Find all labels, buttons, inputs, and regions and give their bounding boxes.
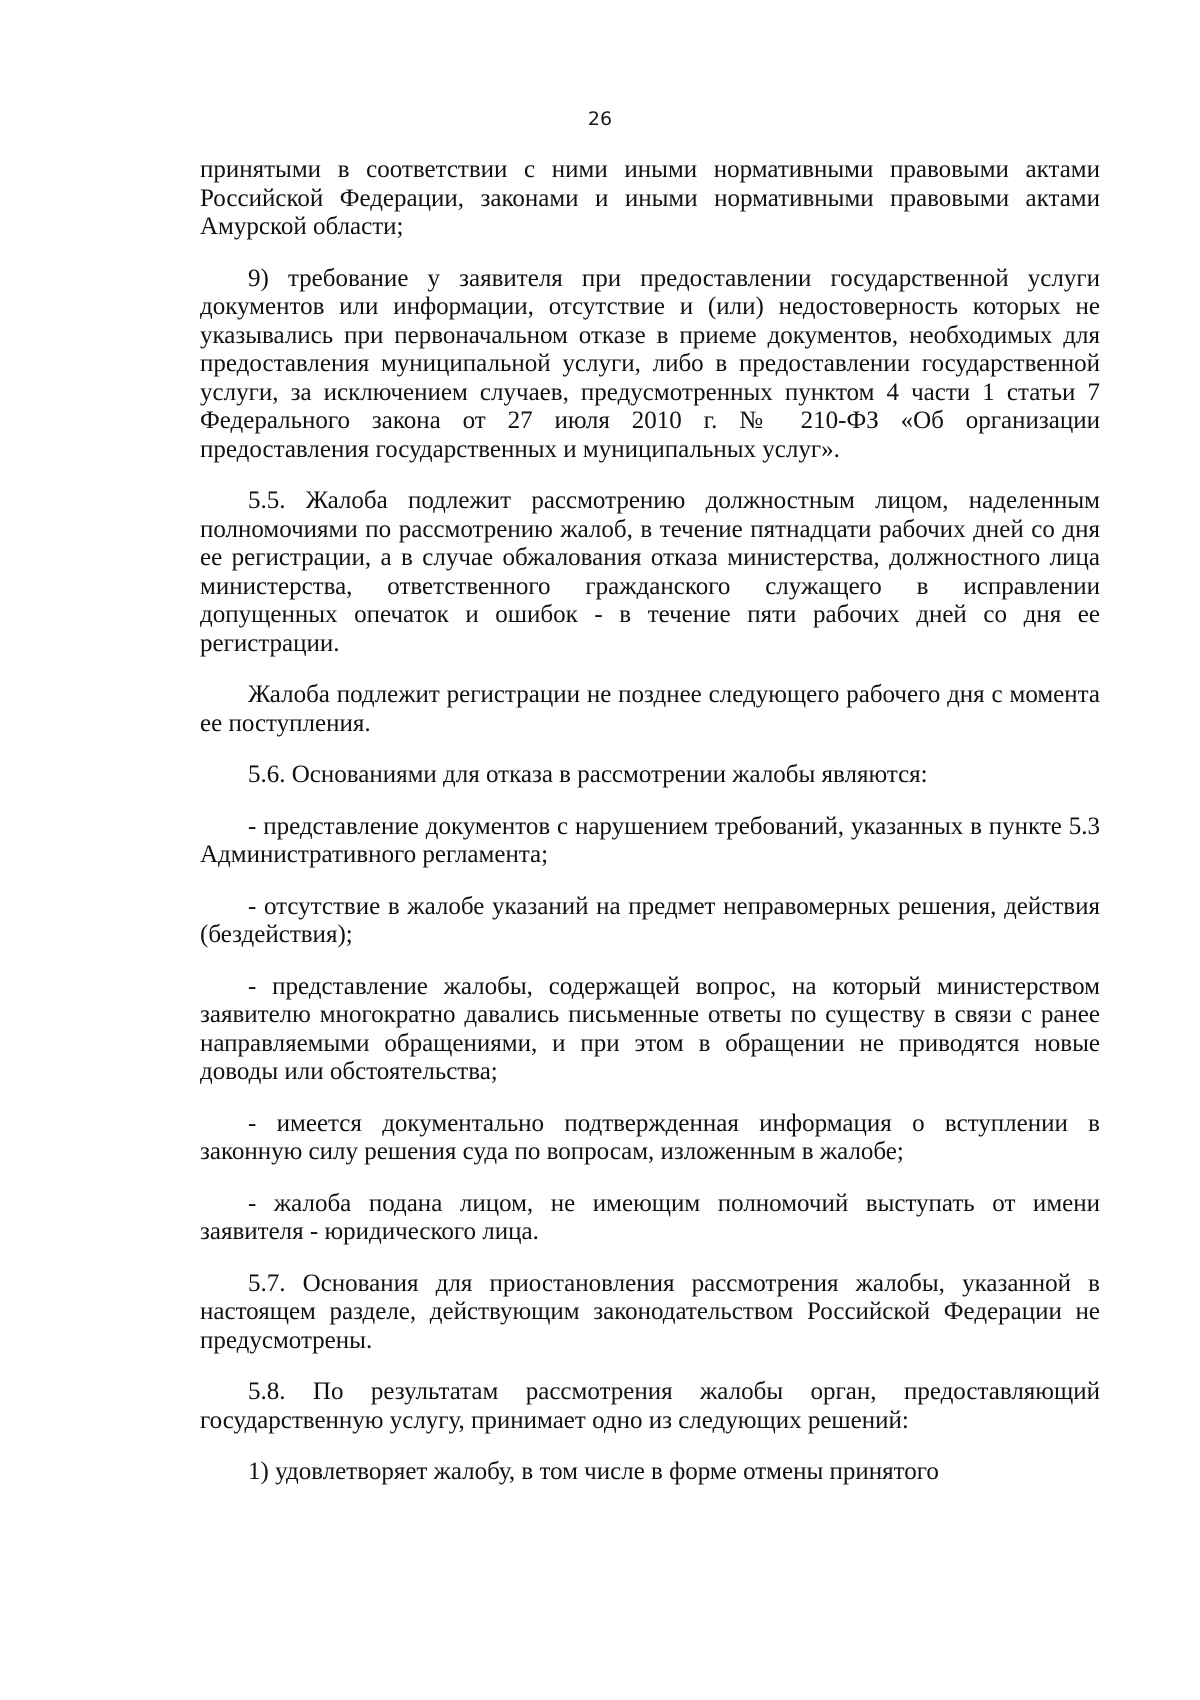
paragraph-5-7: 5.7. Основания для приостановления рассмотрения жалобы, указанной в настоящем разделе, действующим законодательством Российской Федерации не предусмотрены. [200, 1269, 1100, 1354]
paragraph-decision-1: 1) удовлетворяет жалобу, в том числе в форме отмены принятого [248, 1458, 939, 1485]
paragraph-refusal-reason-2: - отсутствие в жалобе указаний на предмет неправомерных решения, действия (бездействия); [200, 892, 1100, 948]
page-number: 26 [587, 108, 613, 130]
paragraph-item-9: 9) требование у заявителя при предоставлении государственной услуги документов или информации, отсутствие и (или) недостоверность которых не указывались при первоначальном отказе в приеме документов, необходимых для предоставления муниципальной услуги, либо в предоставлении государственной услуги, за исключением случаев, предусмотренных пунктом 4 части 1 статьи 7 Федерального закона от 27 июля 2010 г. № 210-ФЗ «Об организации предоставления государственных и муниципальных услуг». [200, 264, 1100, 463]
paragraph-refusal-reason-3: - представление жалобы, содержащей вопрос, на который министерством заявителю многократно давались письменные ответы по существу в связи с ранее направляемыми обращениями, и при этом в обращении не приводятся новые доводы или обстоятельства; [200, 972, 1100, 1085]
document-body [200, 156, 1100, 1487]
paragraph-continuation: принятыми в соответствии с ними иными нормативными правовыми актами Российской Федерации, законами и иными нормативными правовыми актами Амурской области; [200, 156, 1100, 240]
paragraph-refusal-reason-1: - представление документов с нарушением требований, указанных в пункте 5.3 Административного регламента; [200, 812, 1100, 868]
paragraph-refusal-reason-5: - жалоба подана лицом, не имеющим полномочий выступать от имени заявителя - юридического лица. [200, 1189, 1100, 1245]
paragraph-5-8: 5.8. По результатам рассмотрения жалобы орган, предоставляющий государственную услугу, принимает одно из следующих решений: [200, 1378, 1100, 1434]
paragraph-registration: Жалоба подлежит регистрации не позднее следующего рабочего дня с момента ее поступления. [200, 681, 1100, 737]
paragraph-5-6: 5.6. Основаниями для отказа в рассмотрении жалобы являются: [248, 761, 928, 788]
paragraph-refusal-reason-4: - имеется документально подтвержденная информация о вступлении в законную силу решения суда по вопросам, изложенным в жалобе; [200, 1109, 1100, 1165]
paragraph-5-5: 5.5. Жалоба подлежит рассмотрению должностным лицом, наделенным полномочиями по рассмотрению жалоб, в течение пятнадцати рабочих дней со дня ее регистрации, а в случае обжалования отказа министерства, должностного лица министерства, ответственного гражданского служащего в исправлении допущенных опечаток и ошибок - в течение пяти рабочих дней со дня ее регистрации. [200, 487, 1100, 657]
